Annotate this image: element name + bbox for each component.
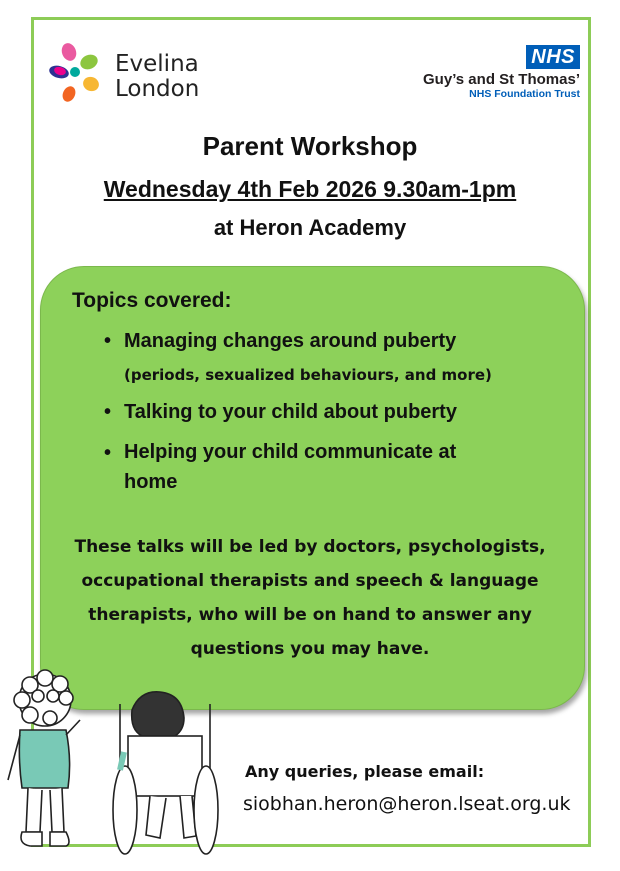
description-line: occupational therapists and speech & language bbox=[81, 571, 539, 591]
contact-email-link[interactable]: siobhan.heron@heron.lseat.org.uk bbox=[243, 793, 571, 815]
topic-item-continued: home bbox=[124, 471, 178, 493]
curly-haired-child-icon bbox=[8, 670, 80, 846]
workshop-description bbox=[60, 530, 560, 666]
topic-item: Helping your child communicate at bbox=[124, 441, 457, 463]
event-venue: at Heron Academy bbox=[213, 215, 407, 240]
wheelchair-user-icon bbox=[113, 692, 218, 854]
evelina-logo-icon bbox=[47, 42, 107, 104]
event-date-time: Wednesday 4th Feb 2026 9.30am-1pm bbox=[103, 176, 517, 202]
description-line: questions you may have. bbox=[190, 639, 430, 659]
page-title: Parent Workshop bbox=[202, 131, 418, 161]
evelina-wordmark bbox=[115, 52, 199, 102]
topic-item: Talking to your child about puberty bbox=[124, 401, 457, 423]
bullet-icon: • bbox=[104, 401, 112, 423]
description-line: therapists, who will be on hand to answer any bbox=[88, 605, 532, 625]
children-illustration-icon bbox=[0, 660, 230, 865]
topic-item: Managing changes around puberty bbox=[124, 330, 457, 352]
nhs-logo bbox=[423, 45, 580, 100]
bullet-icon: • bbox=[104, 330, 112, 352]
nhs-badge: NHS bbox=[526, 45, 580, 69]
evelina-line2: London bbox=[115, 76, 200, 102]
bullet-icon: • bbox=[104, 442, 112, 464]
evelina-line1: Evelina bbox=[115, 51, 199, 77]
topic-item-subtext: (periods, sexualized behaviours, and more) bbox=[124, 366, 492, 384]
nhs-trust-name: NHS Foundation Trust bbox=[469, 88, 580, 100]
contact-label: Any queries, please email: bbox=[245, 762, 485, 781]
description-line: These talks will be led by doctors, psychologists, bbox=[74, 537, 546, 557]
nhs-org-name: Guy’s and St Thomas’ bbox=[423, 71, 580, 88]
topics-heading: Topics covered: bbox=[72, 289, 232, 312]
